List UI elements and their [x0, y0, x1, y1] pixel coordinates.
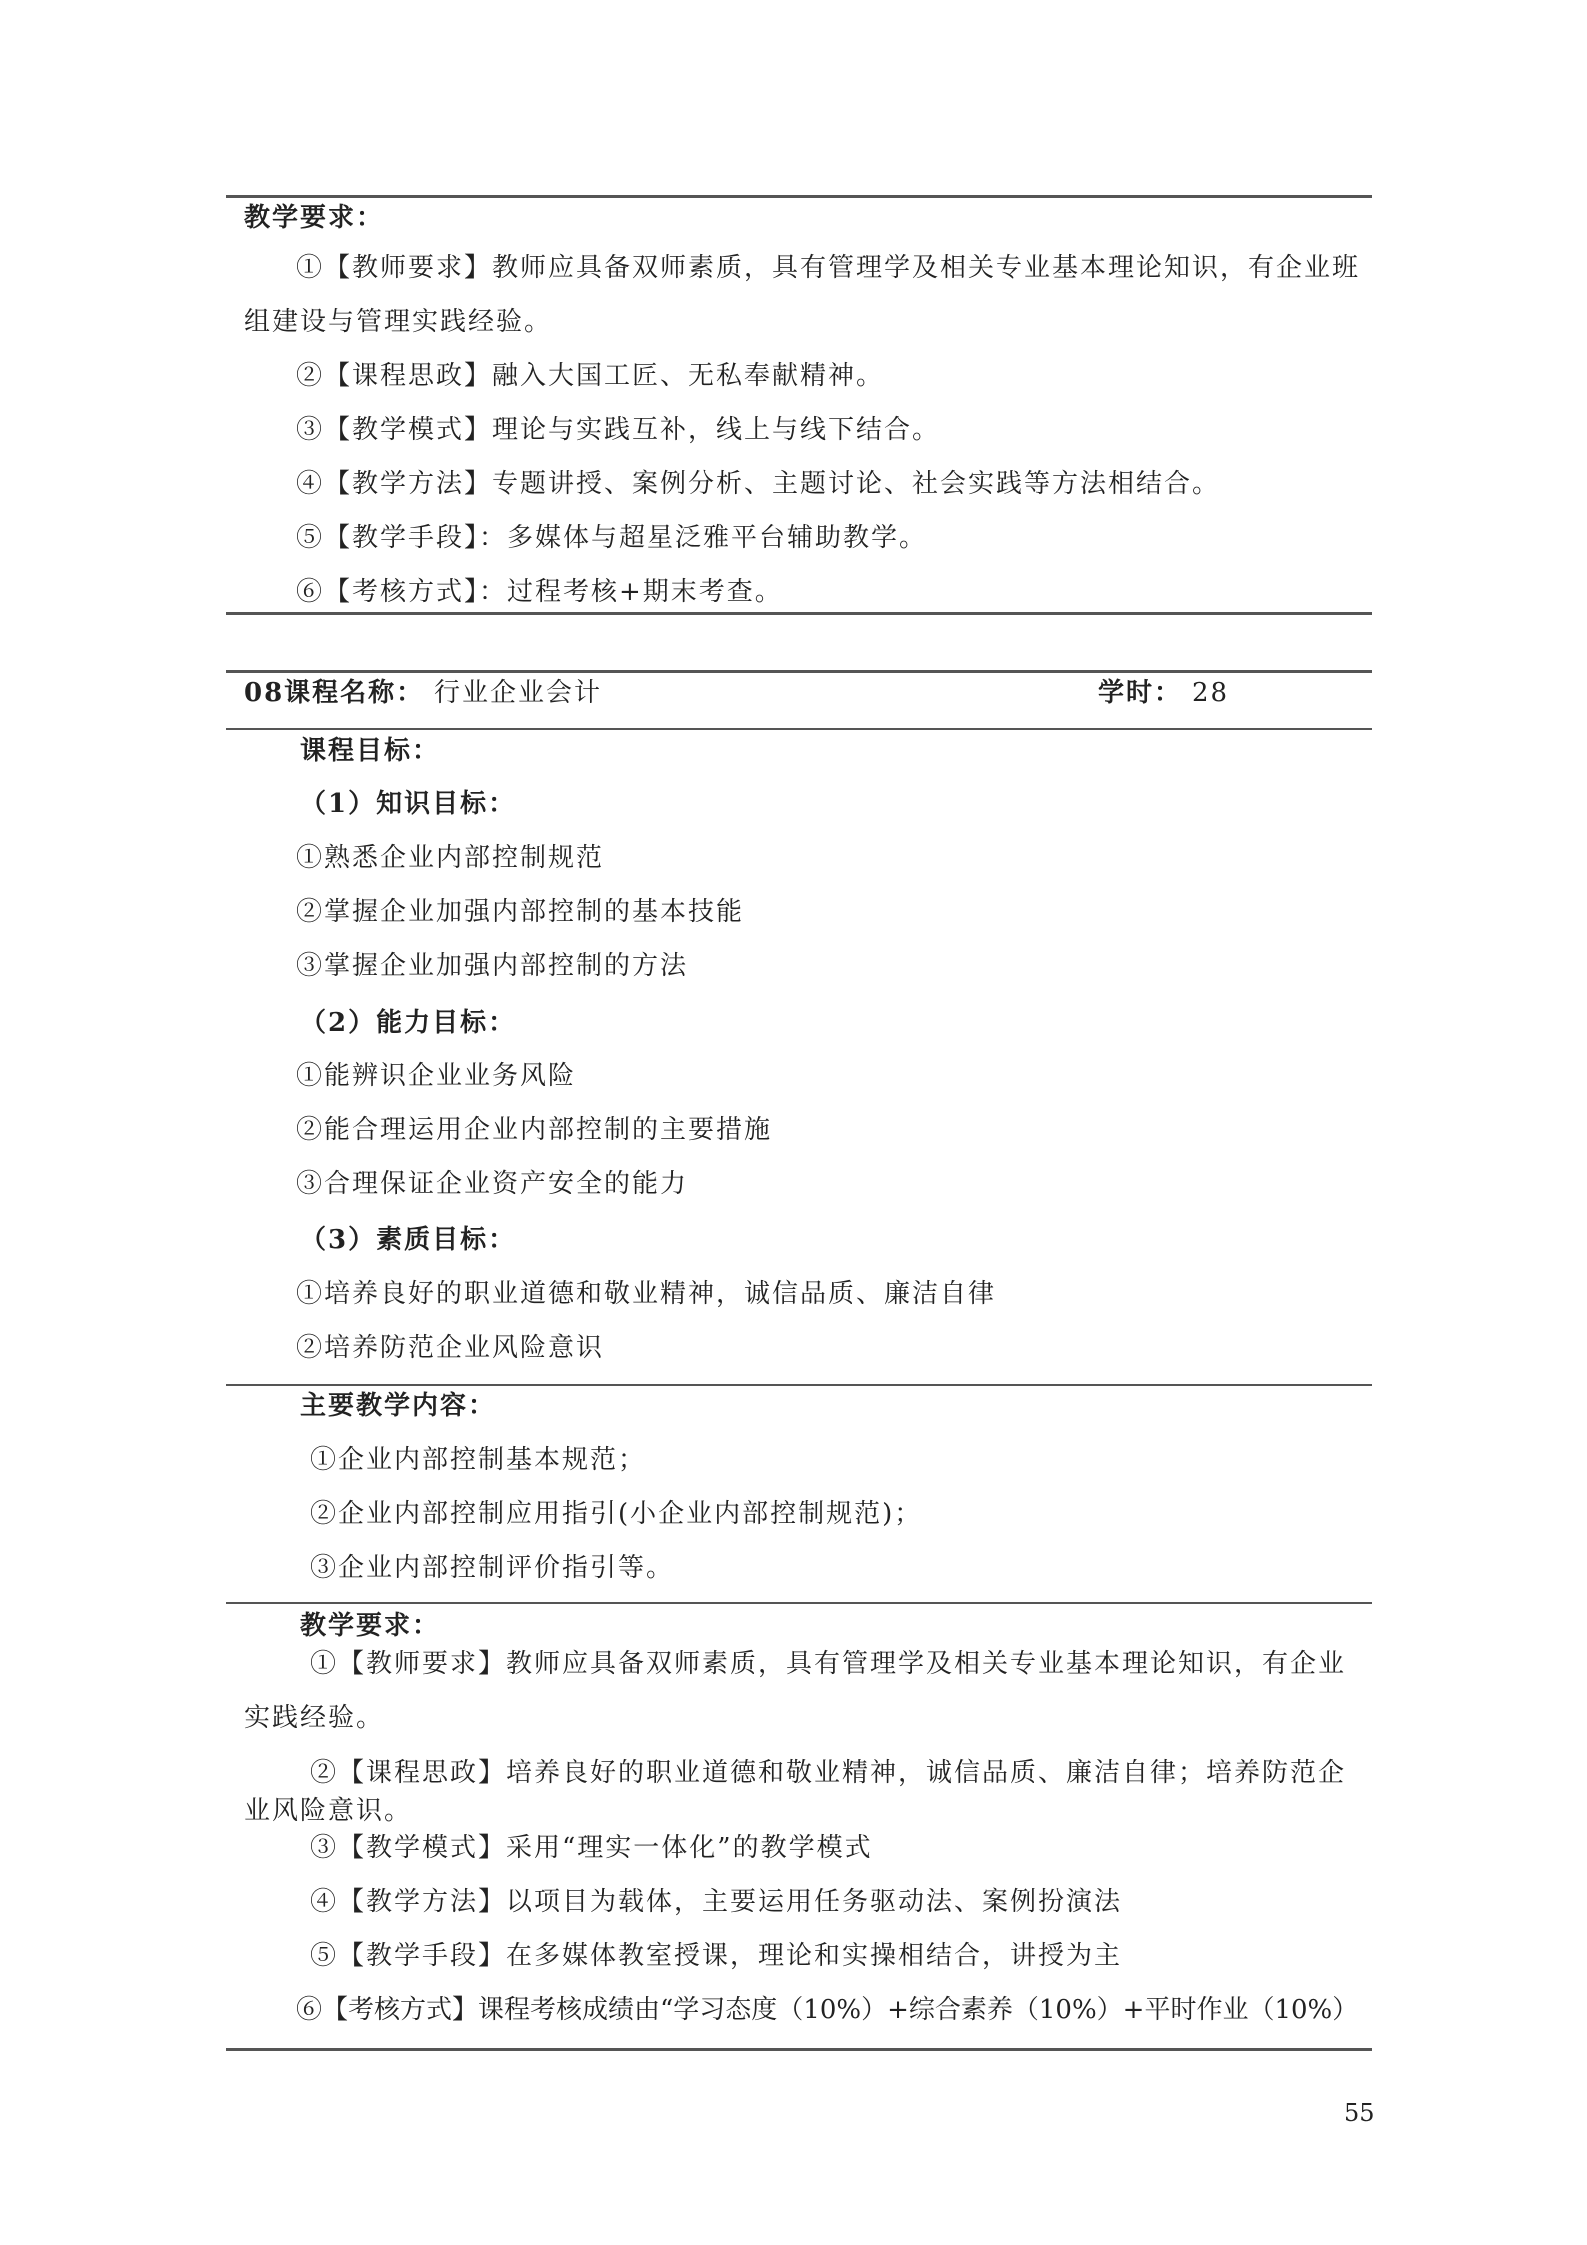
section2-item-4: ④【教学方法】以项目为载体，主要运用任务驱动法、案例扮演法	[310, 1887, 1123, 1917]
course-hours: 28	[1192, 678, 1230, 708]
section2-bottom-rule	[226, 2048, 1372, 2051]
section1-item-4: ④【教学方法】专题讲授、案例分析、主题讨论、社会实践等方法相结合。	[296, 469, 1221, 499]
content-title: 主要教学内容：	[300, 1391, 497, 1421]
quality-title: （3）素质目标：	[300, 1225, 517, 1255]
knowledge-item-1: ①熟悉企业内部控制规范	[296, 843, 605, 873]
table-top-rule	[226, 195, 1372, 198]
course-header-rule	[226, 728, 1372, 730]
section2-item-6: ⑥【考核方式】课程考核成绩由“学习态度（10%）+综合素养（10%）+平时作业（10%）	[296, 1995, 1359, 2025]
section2-item-1: ①【教师要求】教师应具备双师素质，具有管理学及相关专业基本理论知识，有企业	[310, 1649, 1347, 1679]
section1-item-1-cont: 组建设与管理实践经验。	[244, 307, 553, 337]
content-item-2: ②企业内部控制应用指引(小企业内部控制规范)；	[310, 1499, 923, 1529]
ability-item-3: ③合理保证企业资产安全的能力	[296, 1169, 689, 1199]
course-top-rule	[226, 670, 1372, 673]
section2-item-2-cont: 业风险意识。	[244, 1796, 413, 1826]
goals-bottom-rule	[226, 1384, 1372, 1386]
section1-item-3: ③【教学模式】理论与实践互补，线上与线下结合。	[296, 415, 941, 445]
course-name: 行业企业会计	[434, 678, 603, 708]
section1-item-6: ⑥【考核方式】：过程考核+期末考查。	[296, 577, 783, 607]
section2-item-5: ⑤【教学手段】在多媒体教室授课，理论和实操相结合，讲授为主	[310, 1941, 1123, 1971]
section2-title: 教学要求：	[300, 1611, 441, 1641]
knowledge-item-3: ③掌握企业加强内部控制的方法	[296, 951, 689, 981]
quality-item-1: ①培养良好的职业道德和敬业精神，诚信品质、廉洁自律	[296, 1279, 997, 1309]
knowledge-title: （1）知识目标：	[300, 789, 517, 819]
content-item-3: ③企业内部控制评价指引等。	[310, 1553, 675, 1583]
ability-title: （2）能力目标：	[300, 1008, 517, 1038]
content-item-1: ①企业内部控制基本规范；	[310, 1445, 647, 1475]
course-name-label: 08课程名称：	[244, 678, 425, 708]
section1-item-1: ①【教师要求】教师应具备双师素质，具有管理学及相关专业基本理论知识，有企业班	[296, 253, 1361, 283]
section1-title: 教学要求：	[244, 203, 385, 233]
section2-item-2: ②【课程思政】培养良好的职业道德和敬业精神，诚信品质、廉洁自律；培养防范企	[310, 1758, 1347, 1788]
quality-item-2: ②培养防范企业风险意识	[296, 1333, 605, 1363]
table-bottom-rule	[226, 612, 1372, 615]
knowledge-item-2: ②掌握企业加强内部控制的基本技能	[296, 897, 745, 927]
goals-title: 课程目标：	[300, 736, 441, 766]
section2-item-3: ③【教学模式】采用“理实一体化”的教学模式	[310, 1833, 873, 1863]
section1-item-2: ②【课程思政】融入大国工匠、无私奉献精神。	[296, 361, 885, 391]
ability-item-2: ②能合理运用企业内部控制的主要措施	[296, 1115, 773, 1145]
ability-item-1: ①能辨识企业业务风险	[296, 1061, 577, 1091]
page-number: 55	[1344, 2099, 1375, 2127]
content-bottom-rule	[226, 1602, 1372, 1604]
section2-item-1-cont: 实践经验。	[244, 1703, 385, 1733]
course-hours-label: 学时：	[1098, 678, 1183, 708]
section1-item-5: ⑤【教学手段】：多媒体与超星泛雅平台辅助教学。	[296, 523, 928, 553]
